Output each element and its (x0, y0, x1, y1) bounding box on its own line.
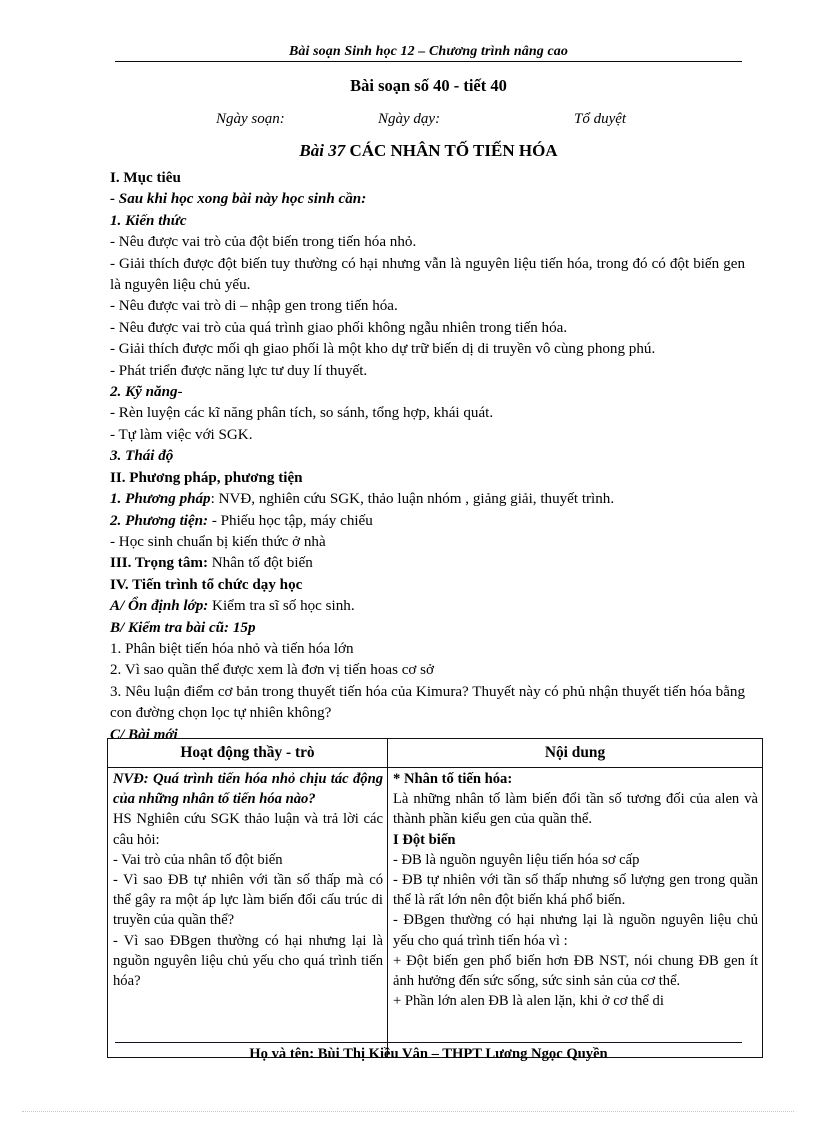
approval-label: Tổ duyệt (574, 111, 627, 127)
check-item: 1. Phân biệt tiến hóa nhỏ và tiến hóa lớn (110, 640, 354, 657)
lesson-plan-table (107, 738, 763, 1058)
part-a-label: A/ Ổn định lớp: (110, 598, 209, 615)
content-definition: Là những nhân tố làm biến đổi tần số tương đối của alen và thành phần kiểu gen của quần thể. (393, 791, 758, 828)
section-i-intro: - Sau khi học xong bài này học sinh cần: (110, 191, 367, 208)
means-text: - Phiếu học tập, máy chiếu (208, 512, 373, 529)
content-paragraph: - ĐB tự nhiên với tần số thấp nhưng số lượng gen trong quần thể là rất lớn nên đột biến khá phổ biến. (393, 872, 758, 909)
knowledge-item: - Nêu được vai trò của quá trình giao phối không ngẫu nhiên trong tiến hóa. (110, 319, 568, 336)
page-title: Bài soạn số 40 - tiết 40 (350, 76, 507, 95)
date-prepared-label: Ngày soạn: (216, 111, 285, 127)
date-taught-label: Ngày dạy: (378, 111, 441, 127)
activity-question: NVĐ: Quá trình tiến hóa nhỏ chịu tác động của những nhân tố tiến hóa nào? (113, 771, 383, 808)
table-cell-activities (108, 768, 388, 1058)
content-heading-2: I Đột biến (393, 831, 456, 848)
skill-item: - Tự làm việc với SGK. (110, 426, 253, 443)
knowledge-item: - Nêu được vai trò di – nhập gen trong tiến hóa. (110, 298, 398, 315)
lesson-title (115, 140, 742, 162)
check-item: 2. Vì sao quần thể được xem là đơn vị tiến hoas cơ sở (110, 662, 435, 679)
subsection-heading-kien-thuc: 1. Kiến thức (110, 212, 187, 229)
table-cell-content (388, 768, 763, 1058)
part-c-label: C/ Bài mới (110, 726, 178, 743)
section-iii-text: Nhân tố đột biến (207, 555, 313, 572)
knowledge-item: - Giải thích được đột biến tuy thường có hại nhưng vẫn là nguyên liệu tiến hóa, trong đó có đột biến gen là nguyên liệu chủ yếu. (110, 255, 745, 294)
table-header-row (108, 739, 763, 768)
activity-paragraph: - Vì sao ĐBgen thường có hại nhưng lại là nguồn nguyên liệu chủ yếu cho quá trình tiến hóa? (113, 932, 383, 990)
content-heading-1: * Nhân tố tiến hóa: (393, 771, 513, 787)
method-label: 1. Phương pháp (110, 491, 211, 508)
content-cell-content (393, 769, 758, 1055)
skill-item: - Rèn luyện các kĩ năng phân tích, so sánh, tổng hợp, khái quát. (110, 405, 494, 422)
content-paragraph: - ĐBgen thường có hại nhưng lại là nguồn nguyên liệu chủ yếu cho quá trình tiến hóa vì : (393, 912, 758, 949)
method-line (110, 489, 745, 510)
knowledge-item: - Phát triển được năng lực tư duy lí thuyết. (110, 362, 368, 379)
content-paragraph: - ĐB là nguồn nguyên liệu tiến hóa sơ cấp (393, 851, 640, 868)
content-paragraph: + Đột biến gen phổ biến hơn ĐB NST, nói chung ĐB gen ít ảnh hưởng đến sức sống, sức sinh sản của cơ thể. (393, 952, 758, 990)
activity-paragraph: - Vai trò của nhân tố đột biến (113, 851, 283, 868)
activity-paragraph: HS Nghiên cứu SGK thảo luận và trả lời các câu hỏi: (113, 811, 383, 848)
means-line (110, 511, 745, 532)
part-b-label: B/ Kiểm tra bài cũ: 15p (110, 619, 256, 636)
knowledge-item: - Giải thích được mối qh giao phối là một kho dự trữ biến dị di truyền vô cùng phong phú. (110, 341, 656, 358)
lesson-name: CÁC NHÂN TỐ TIẾN HÓA (349, 141, 558, 160)
table-header-content: Nội dung (388, 739, 763, 768)
content-paragraph: + Phần lớn alen ĐB là alen lặn, khi ở cơ thể di (393, 993, 664, 1010)
table-row (108, 768, 763, 1058)
ky-nang-dash: - (177, 384, 183, 401)
method-text: : NVĐ, nghiên cứu SGK, thảo luận nhóm , giảng giải, thuyết trình. (210, 491, 615, 508)
subsection-heading-thai-do: 3. Thái độ (110, 448, 174, 465)
subsection-heading-ky-nang (110, 382, 745, 403)
section-heading-ii: II. Phương pháp, phương tiện (110, 469, 303, 486)
page-bottom-dotted-rule (22, 1111, 794, 1112)
footer-author: Họ và tên: Bùi Thị Kiều Vân – THPT Lương Ngọc Quyền (249, 1046, 608, 1062)
date-approval-row (115, 108, 742, 130)
activity-paragraph: - Vì sao ĐB tự nhiên với tần số thấp mà có thể gây ra một áp lực làm biến đổi cấu trúc di truyền của quần thể? (113, 872, 383, 929)
knowledge-item: - Nêu được vai trò của đột biến trong tiến hóa nhỏ. (110, 234, 417, 251)
section-heading-i: I. Mục tiêu (110, 170, 181, 186)
lesson-number: Bài 37 (299, 141, 346, 160)
check-item: 3. Nêu luận điểm cơ bản trong thuyết tiến hóa của Kimura? Thuyết này có phủ nhận thuyết tiến hóa bằng con đường chọn lọc tự nhiên không? (110, 683, 745, 722)
activities-cell-content (113, 769, 383, 1055)
footer-divider-rule (115, 1042, 742, 1043)
header-divider-rule (115, 61, 742, 62)
means-label: 2. Phương tiện: (110, 512, 209, 529)
part-a-text: Kiểm tra sĩ số học sinh. (208, 598, 355, 615)
section-heading-iv: IV. Tiến trình tổ chức dạy học (110, 576, 303, 593)
part-a-line (110, 596, 745, 617)
section-heading-iii (110, 553, 745, 574)
means-text-second: - Học sinh chuẩn bị kiến thức ở nhà (110, 533, 326, 550)
section-iii-label: III. Trọng tâm: (110, 555, 208, 572)
lesson-body (110, 168, 745, 746)
table-header-activities: Hoạt động thầy - trò (108, 739, 388, 768)
ky-nang-label: 2. Kỹ năng (110, 384, 178, 401)
running-header-title: Bài soạn Sinh học 12 – Chương trình nâng cao (288, 44, 568, 59)
